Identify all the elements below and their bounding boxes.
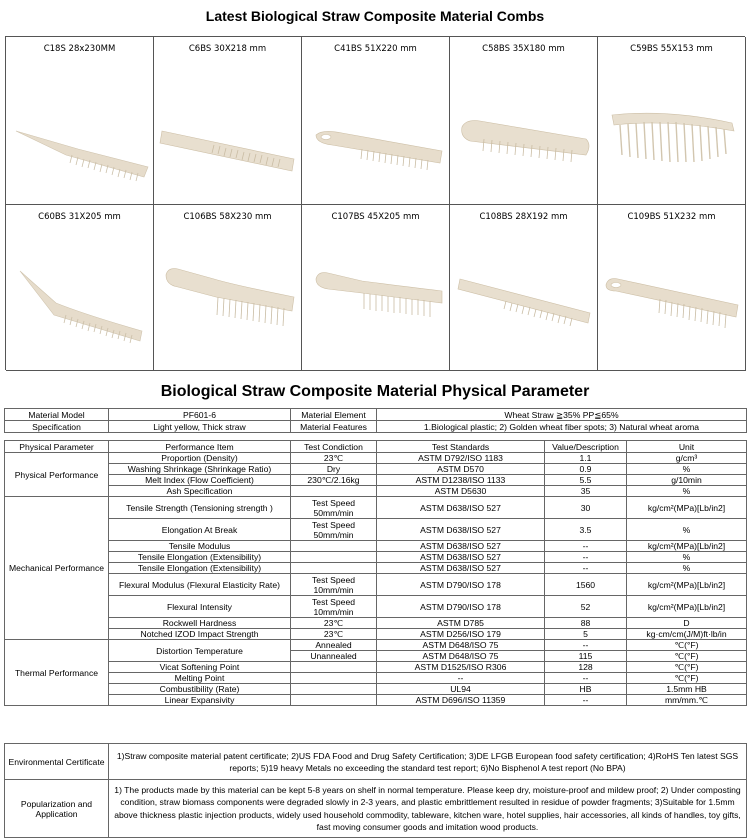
- test-standard: ASTM D1525/ISO R306: [377, 662, 545, 673]
- performance-item: Rockwell Hardness: [109, 618, 291, 629]
- unit: kg/cm²(MPa)[Lb/in2]: [627, 497, 747, 519]
- performance-item: Distortion Temperature: [109, 640, 291, 662]
- value: --: [545, 541, 627, 552]
- comb-cell: [302, 205, 450, 371]
- test-condition: [291, 673, 377, 684]
- test-condition: Test Speed 10mm/min: [291, 574, 377, 596]
- loop-handle-comb-icon: [598, 227, 744, 367]
- test-condition: [291, 695, 377, 706]
- unit: ℃(°F): [627, 640, 747, 651]
- table-row: [5, 563, 747, 574]
- value: 35: [545, 486, 627, 497]
- test-condition: [291, 486, 377, 497]
- comb-cell: [450, 205, 598, 371]
- table-row: [5, 464, 747, 475]
- table-row: [5, 486, 747, 497]
- comb-label: C107BS 45X205 mm: [331, 212, 420, 222]
- unit: ℃(°F): [627, 651, 747, 662]
- unit: %: [627, 486, 747, 497]
- table-row: [5, 552, 747, 563]
- unit: ℃(°F): [627, 673, 747, 684]
- table-row: [5, 662, 747, 673]
- test-standard: ASTM D790/ISO 178: [377, 574, 545, 596]
- section-title: Biological Straw Composite Material Physical Parameter: [160, 383, 590, 400]
- page-title: Latest Biological Straw Composite Material Combs: [205, 8, 545, 24]
- performance-item: Tensile Elongation (Extensibility): [109, 552, 291, 563]
- test-standard: ASTM D790/ISO 178: [377, 596, 545, 618]
- performance-item: Melting Point: [109, 673, 291, 684]
- test-condition: Test Speed 10mm/min: [291, 596, 377, 618]
- test-standard: ASTM D256/ISO 179: [377, 629, 545, 640]
- comb-label: C109BS 51X232 mm: [627, 212, 716, 222]
- value: 1560: [545, 574, 627, 596]
- material-features-label: Material Features: [291, 421, 377, 433]
- comb-cell: [154, 205, 302, 371]
- unit: 1.5mm HB: [627, 684, 747, 695]
- test-standard: UL94: [377, 684, 545, 695]
- test-standard: ASTM D648/ISO 75: [377, 651, 545, 662]
- test-condition: 23℃: [291, 453, 377, 464]
- unit: kg·cm/cm(J/M)ft·lb/in: [627, 629, 747, 640]
- performance-item: Tensile Modulus: [109, 541, 291, 552]
- test-standard: ASTM D785: [377, 618, 545, 629]
- value: 30: [545, 497, 627, 519]
- test-standard: ASTM D638/ISO 527: [377, 541, 545, 552]
- comb-cell: [450, 37, 598, 205]
- value: 5.5: [545, 475, 627, 486]
- performance-item: Flexural Modulus (Flexural Elasticity Rate): [109, 574, 291, 596]
- material-element-label: Material Element: [291, 409, 377, 421]
- test-standard: ASTM D570: [377, 464, 545, 475]
- table-row: [5, 684, 747, 695]
- test-condition: Test Speed 50mm/min: [291, 497, 377, 519]
- test-standard: ASTM D638/ISO 527: [377, 552, 545, 563]
- test-condition: Unannealed: [291, 651, 377, 662]
- table-row: [5, 475, 747, 486]
- value: HB: [545, 684, 627, 695]
- test-standard: ASTM D696/ISO 11359: [377, 695, 545, 706]
- test-standard: ASTM D638/ISO 527: [377, 497, 545, 519]
- value: --: [545, 695, 627, 706]
- column-header: Value/Description: [545, 441, 627, 453]
- handle-comb-icon: [302, 227, 448, 367]
- column-header: Performance Item: [109, 441, 291, 453]
- specification-value: Light yellow, Thick straw: [109, 421, 291, 433]
- performance-item: Tensile Elongation (Extensibility): [109, 563, 291, 574]
- unit: kg/cm²(MPa)[Lb/in2]: [627, 596, 747, 618]
- comb-label: C60BS 31X205 mm: [38, 212, 121, 222]
- comb-label: C41BS 51X220 mm: [334, 44, 417, 54]
- performance-item: Ash Specification: [109, 486, 291, 497]
- comb-label: C18S 28x230MM: [43, 44, 116, 54]
- table-row: [5, 640, 747, 651]
- value: --: [545, 673, 627, 684]
- comb-label: C108BS 28X192 mm: [479, 212, 568, 222]
- unit: g/10min: [627, 475, 747, 486]
- test-standard: --: [377, 673, 545, 684]
- unit: %: [627, 519, 747, 541]
- performance-item: Combustibility (Rate): [109, 684, 291, 695]
- material-features-value: 1.Biological plastic; 2) Golden wheat fiber spots; 3) Natural wheat aroma: [377, 421, 747, 433]
- test-condition: [291, 552, 377, 563]
- test-condition: Annealed: [291, 640, 377, 651]
- popularization-text: 1) The products made by this material can be kept 5-8 years on shelf in normal temperature. Please keep dry, moisture-proof and mildew proof; 2) Under composting condition, straw biomass components were degraded slowly in 2-3 years, and plastic embrittlement resulted in residue of powder fragments; 3)Suitable for 1.5mm above thickness plastic injection products, widely used household commodity, tableware, kitchen ware, hotel supplies, hair accessories, all kinds of handles, toy gifts, fast moving consumer goods and imitation wood products.: [109, 780, 747, 838]
- comb-gallery: [5, 36, 745, 370]
- comb-label: C59BS 55X153 mm: [630, 44, 713, 54]
- test-condition: [291, 541, 377, 552]
- curved-comb-icon: [450, 59, 596, 199]
- value: 115: [545, 651, 627, 662]
- test-condition: [291, 563, 377, 574]
- comb-cell: [302, 37, 450, 205]
- value: 1.1: [545, 453, 627, 464]
- unit: mm/mm.℃: [627, 695, 747, 706]
- unit: %: [627, 552, 747, 563]
- comb-cell: [598, 205, 746, 371]
- unit: ℃(°F): [627, 662, 747, 673]
- column-header: Test Condiction: [291, 441, 377, 453]
- performance-item: Elongation At Break: [109, 519, 291, 541]
- test-standard: ASTM D5630: [377, 486, 545, 497]
- table-row: [5, 541, 747, 552]
- comb-label: C58BS 35X180 mm: [482, 44, 565, 54]
- performance-item: Melt Index (Flow Coefficient): [109, 475, 291, 486]
- test-condition: 23℃: [291, 629, 377, 640]
- test-condition: [291, 684, 377, 695]
- performance-item: Vicat Softening Point: [109, 662, 291, 673]
- table-row: [5, 673, 747, 684]
- certificate-table: [4, 743, 747, 838]
- table-row: [5, 629, 747, 640]
- unit: g/cm³: [627, 453, 747, 464]
- unit: kg/cm²(MPa)[Lb/in2]: [627, 574, 747, 596]
- tail-comb-icon: [6, 59, 152, 199]
- comb-cell: [598, 37, 746, 205]
- comb-label: C106BS 58X230 mm: [183, 212, 272, 222]
- table-row: [5, 695, 747, 706]
- table-row: [5, 596, 747, 618]
- table-row: [5, 574, 747, 596]
- material-table: [4, 408, 747, 433]
- straight-comb-icon: [154, 59, 300, 199]
- tail-comb-icon: [6, 227, 152, 367]
- table-row: [5, 497, 747, 519]
- test-standard: ASTM D648/ISO 75: [377, 640, 545, 651]
- test-standard: ASTM D638/ISO 527: [377, 519, 545, 541]
- table-header-row: [5, 441, 747, 453]
- loop-handle-comb-icon: [302, 59, 448, 199]
- value: --: [545, 552, 627, 563]
- comb-label: C6BS 30X218 mm: [188, 44, 267, 54]
- comb-cell: [154, 37, 302, 205]
- environmental-certificate-label: Environmental Certificate: [5, 744, 109, 780]
- performance-item: Notched IZOD Impact Strength: [109, 629, 291, 640]
- value: 3.5: [545, 519, 627, 541]
- performance-item: Washing Shrinkage (Shrinkage Ratio): [109, 464, 291, 475]
- unit: kg/cm²(MPa)[Lb/in2]: [627, 541, 747, 552]
- performance-item: Tensile Strength (Tensioning strength ): [109, 497, 291, 519]
- unit: D: [627, 618, 747, 629]
- material-model-value: PF601-6: [109, 409, 291, 421]
- value: 52: [545, 596, 627, 618]
- performance-item: Linear Expansivity: [109, 695, 291, 706]
- performance-item: Flexural Intensity: [109, 596, 291, 618]
- mechanical-performance-group: Mechanical Performance: [5, 497, 109, 640]
- specification-label: Specification: [5, 421, 109, 433]
- value: 5: [545, 629, 627, 640]
- test-condition: Test Speed 50mm/min: [291, 519, 377, 541]
- material-model-label: Material Model: [5, 409, 109, 421]
- test-condition: 230℃/2.16kg: [291, 475, 377, 486]
- unit: %: [627, 464, 747, 475]
- test-standard: ASTM D1238/ISO 1133: [377, 475, 545, 486]
- value: --: [545, 563, 627, 574]
- test-condition: 23℃: [291, 618, 377, 629]
- physical-performance-group: Physical Performance: [5, 453, 109, 497]
- test-standard: ASTM D792/ISO 1183: [377, 453, 545, 464]
- test-condition: Dry: [291, 464, 377, 475]
- column-header: Test Standards: [377, 441, 545, 453]
- table-row: [5, 618, 747, 629]
- handle-comb-icon: [154, 227, 300, 367]
- value: 88: [545, 618, 627, 629]
- comb-cell: [6, 37, 154, 205]
- value: 128: [545, 662, 627, 673]
- value: --: [545, 640, 627, 651]
- table-row: [5, 519, 747, 541]
- straight-comb-icon: [450, 227, 596, 367]
- performance-item: Proportion (Density): [109, 453, 291, 464]
- unit: %: [627, 563, 747, 574]
- thermal-performance-group: Thermal Performance: [5, 640, 109, 706]
- test-condition: [291, 662, 377, 673]
- parameter-table: [4, 440, 747, 706]
- wide-tooth-comb-icon: [598, 59, 744, 199]
- popularization-label: Popularization and Application: [5, 780, 109, 838]
- material-element-value: Wheat Straw ≧35% PP≦65%: [377, 409, 747, 421]
- environmental-certificate-text: 1)Straw composite material patent certificate; 2)US FDA Food and Drug Safety Certification; 3)DE LFGB European food safety certification; 4)RoHS Ten latest SGS reports; 5)19 heavy Metals no exceeding the standard test report; 6)No Bisphenol A test report (No BPA): [109, 744, 747, 780]
- comb-cell: [6, 205, 154, 371]
- column-header: Physical Parameter: [5, 441, 109, 453]
- value: 0.9: [545, 464, 627, 475]
- table-row: [5, 453, 747, 464]
- test-standard: ASTM D638/ISO 527: [377, 563, 545, 574]
- column-header: Unit: [627, 441, 747, 453]
